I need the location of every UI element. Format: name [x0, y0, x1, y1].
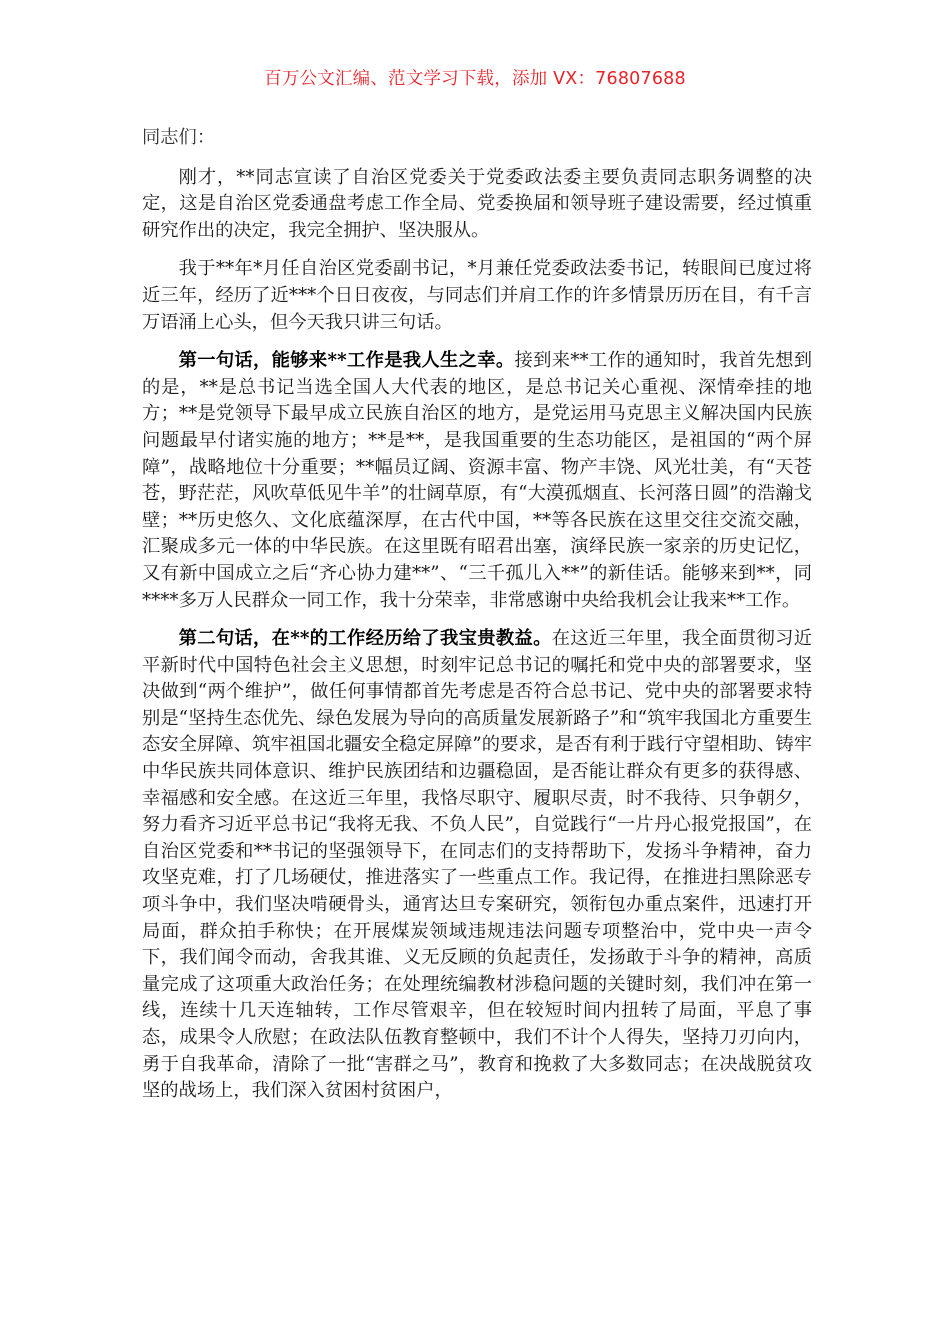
paragraph-1-text: 刚才，**同志宣读了自治区党委关于党委政法委主要负责同志职务调整的决定，这是自治区党委通盘考虑工作全局、党委换届和领导班子建设需要，经过慎重研究作出的决定，我完全拥护、坚决服从。: [142, 166, 812, 241]
salutation: 同志们：: [142, 127, 216, 148]
paragraph-2: [142, 256, 812, 336]
paragraph-4: [142, 626, 812, 1105]
document-body: [142, 125, 812, 1117]
header-banner: 百万公文汇编、范文学习下载，添加 VX：76807688: [264, 69, 686, 89]
paragraph-4-text: 在这近三年里，我全面贯彻习近平新时代中国特色社会主义思想，时刻牢记总书记的嘱托和党中央的部署要求，坚决做到“两个维护”，做任何事情都首先考虑是否符合总书记、党中央的部署要求特别是“坚持生态优先、绿色发展为导向的高质量发展新路子”和“筑牢我国北方重要生态安全屏障、筑牢祖国北疆安全稳定屏障”的要求，是否有利于践行守望相助、铸牢中华民族共同体意识、维护民族团结和边疆稳固，是否能让群众有更多的获得感、幸福感和安全感。在这近三年里，我恪尽职守、履职尽责，时不我待、只争朝夕，努力看齐习近平总书记“我将无我、不负人民”，自觉践行“一片丹心报党报国”，在自治区党委和**书记的坚强领导下，在同志们的支持帮助下，发扬斗争精神，奋力攻坚克难，打了几场硬仗，推进落实了一些重点工作。我记得，在推进扫黑除恶专项斗争中，我们坚决啃硬骨头，通宵达旦专案研究，领衔包办重点案件，迅速打开局面，群众拍手称快；在开展煤炭领域违规违法问题专项整治中，党中央一声令下，我们闻令而动，舍我其谁、义无反顾的负起责任，发扬敢于斗争的精神，高质量完成了这项重大政治任务；在处理统编教材涉稳问题的关键时刻，我们冲在第一线，连续十几天连轴转，工作尽管艰辛，但在较短时间内扭转了局面，平息了事态，成果令人欣慰；在政法队伍教育整顿中，我们不计个人得失，坚持刀刃向内，勇于自我革命，清除了一批“害群之马”，教育和挽救了大多数同志；在决战脱贫攻坚的战场上，我们深入贫困村贫困户，: [142, 628, 813, 1102]
paragraph-3-lead: 第一句话，能够来**工作是我人生之幸。: [178, 350, 515, 372]
paragraph-3-text: 接到来**工作的通知时，我首先想到的是，**是总书记当选全国人大代表的地区，是总书记关心重视、深情牵挂的地方；**是党领导下最早成立民族自治区的地方，是党运用马克思主义解决国内民族问题最早付诸实施的地方；**是**，是我国重要的生态功能区，是祖国的“两个屏障”，战略地位十分重要；**幅员辽阔、资源丰富、物产丰饶、风光壮美，有“天苍苍，野茫茫，风吹草低见牛羊”的壮阔草原，有“大漠孤烟直、长河落日圆”的浩瀚戈壁；**历史悠久、文化底蕴深厚，在古代中国，**等各民族在这里交往交流交融，汇聚成多元一体的中华民族。在这里既有昭君出塞，演绎民族一家亲的历史记忆，又有新中国成立之后“齐心协力建**”、“三千孤儿入**”的新佳话。能够来到**，同****多万人民群众一同工作，我十分荣幸，非常感谢中央给我机会让我来**工作。: [142, 350, 812, 611]
paragraph-2-text: 我于**年*月任自治区党委副书记，*月兼任党委政法委书记，转眼间已度过将近三年，经历了近***个日日夜夜，与同志们并肩工作的许多情景历历在目，有千言万语涌上心头，但今天我只讲三句话。: [142, 258, 812, 333]
paragraph-3: [142, 348, 812, 614]
paragraph-1: [142, 165, 812, 245]
paragraph-4-lead: 第二句话，在**的工作经历给了我宝贵教益。: [178, 628, 552, 650]
